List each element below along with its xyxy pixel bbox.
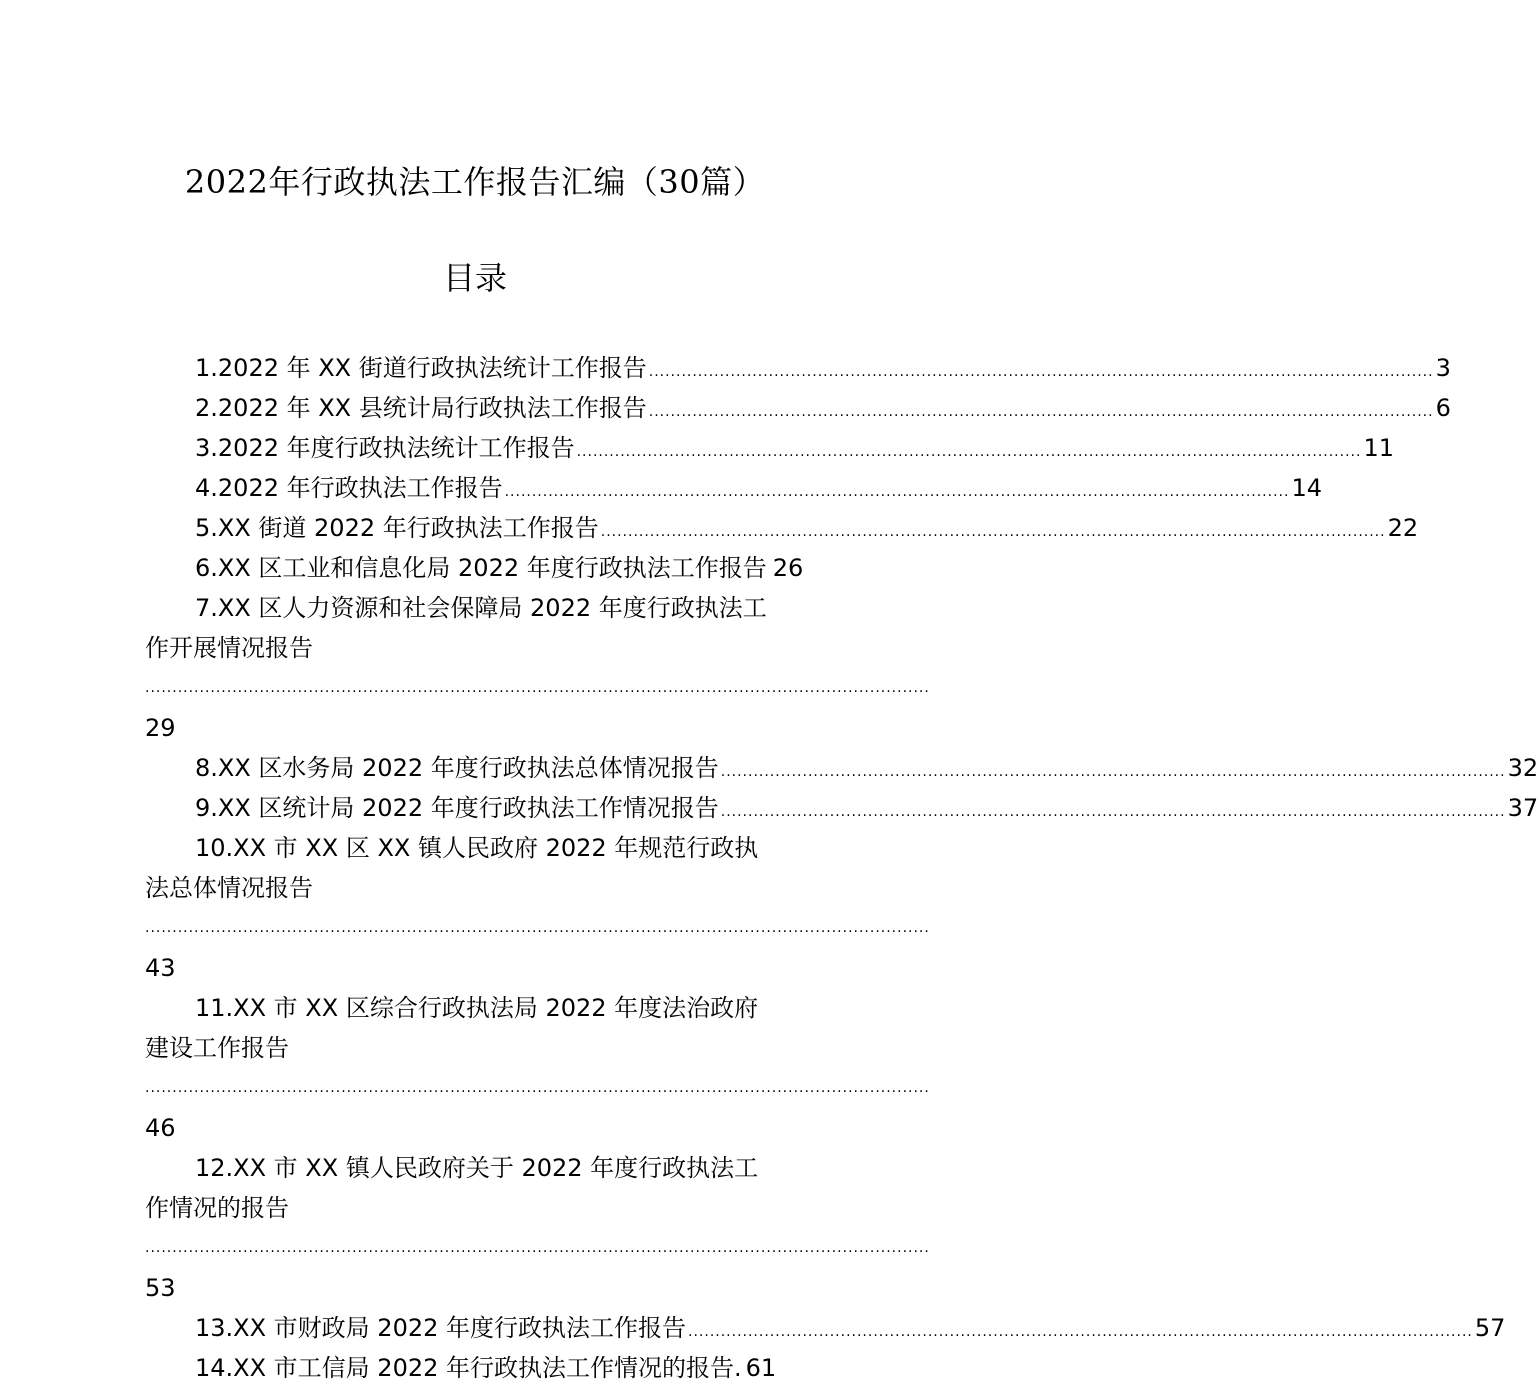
toc-entry[interactable] [145,1308,1506,1348]
toc-entry-page: 29 [145,714,176,742]
toc-entry-page: 22 [1387,514,1419,542]
toc-entry-title: 6.XX 区工业和信息化局 2022 年度行政执法工作报告 [195,554,767,582]
toc-entry[interactable] [145,788,1538,828]
toc-entry-title-continued: 法总体情况报告 [145,874,313,902]
toc-entry-title: 5.XX 街道 2022 年行政执法工作报告 [195,514,599,542]
toc-leader-dots: ................................................................................................................................................ [648,364,1434,380]
toc-entry[interactable] [145,428,1394,468]
toc-entry-title-continued: 作开展情况报告 [145,634,313,662]
toc-leader-dots: ................................................................................................................................................ [145,1080,930,1096]
toc-leader-dots: ................................................................................................................................................ [648,404,1434,420]
toc-entry-title: 4.2022 年行政执法工作报告 [195,474,503,502]
toc-entry[interactable] [145,468,1322,508]
toc-entry-page: 43 [145,954,176,982]
toc-entry-title: 9.XX 区统计局 2022 年度行政执法工作情况报告 [195,794,719,822]
toc-leader-dots: ................................................................................................................................................ [504,484,1290,500]
toc-entry[interactable] [145,1148,930,1308]
toc-entry[interactable] [145,508,1419,548]
toc-entry-page: 37 [1507,794,1538,822]
toc-entry-title-continued: 建设工作报告 [145,1034,289,1062]
toc-entry[interactable] [145,388,1451,428]
toc-entry-page: 26 [772,554,804,582]
toc-leader-dots: ................................................................................................................................................ [145,1240,930,1256]
toc-leader-dots: ................................................................................................................................................ [720,764,1506,780]
toc-entry-page: 3 [1435,354,1451,382]
toc-leader-dots: ................................................................................................................................................ [145,920,930,936]
toc-entry-title-continued: 作情况的报告 [145,1194,289,1222]
toc-leader-dots: ................................................................................................................................................ [576,444,1362,460]
toc-entry-page: 14 [1291,474,1322,502]
toc-entry-page: 57 [1474,1314,1506,1342]
toc-entry-page: 11 [1363,434,1394,462]
toc-entry[interactable] [145,588,930,748]
toc-entry-page: 32 [1507,754,1538,782]
toc-leader-dots: ................................................................................................................................................ [145,680,930,696]
toc-leader-dots: ................................................................................................................................................ [720,804,1506,820]
document-title: 2022年行政执法工作报告汇编（30篇） [184,163,766,201]
toc-entry[interactable] [145,828,930,988]
toc-leader-dots: ................................................................................................................................................ [688,1324,1473,1340]
toc-entry[interactable] [145,1348,845,1388]
toc-leader-dots: ................................................................................................................................................ [600,524,1386,540]
toc-entry-title: 8.XX 区水务局 2022 年度行政执法总体情况报告 [195,754,719,782]
toc-entry-title: 3.2022 年度行政执法统计工作报告 [195,434,575,462]
toc-entry[interactable] [145,748,1538,788]
toc-entry-title: 12.XX 市 XX 镇人民政府关于 2022 年度行政执法工 [195,1154,759,1182]
toc-entry-page: 46 [145,1114,176,1142]
toc-entry-title: 7.XX 区人力资源和社会保障局 2022 年度行政执法工 [195,594,767,622]
toc-entry-page: 61 [745,1354,777,1382]
toc-entry-title: 10.XX 市 XX 区 XX 镇人民政府 2022 年规范行政执 [195,834,759,862]
toc-entry-title: 11.XX 市 XX 区综合行政执法局 2022 年度法治政府 [195,994,759,1022]
toc-heading: 目录 [442,259,507,297]
toc-entry-title: 2.2022 年 XX 县统计局行政执法工作报告 [195,394,647,422]
toc-entry-page: 6 [1435,394,1451,422]
toc-entry-title: 14.XX 市工信局 2022 年行政执法工作情况的报告. [195,1354,742,1382]
toc-entry-title: 1.2022 年 XX 街道行政执法统计工作报告 [195,354,647,382]
toc-entry-page: 53 [145,1274,176,1302]
toc-entry[interactable] [145,988,930,1148]
toc-entry[interactable] [145,348,1451,388]
toc-entry-title: 13.XX 市财政局 2022 年度行政执法工作报告 [195,1314,687,1342]
toc-entry[interactable] [145,548,845,588]
table-of-contents [145,348,1538,1388]
